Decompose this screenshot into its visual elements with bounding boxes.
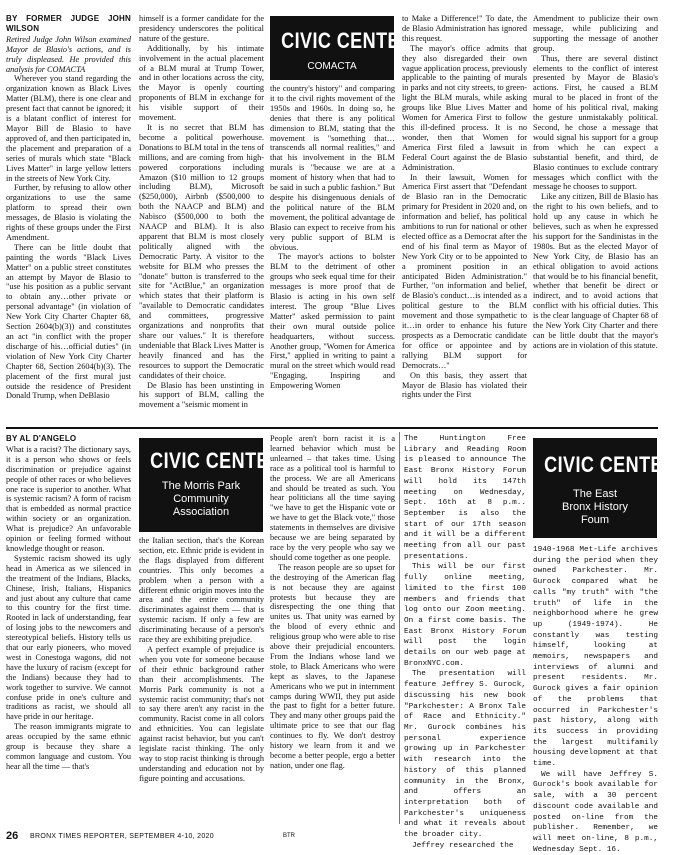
top-c4-p1: to Make a Difference!" To date, the de Blasio Administration has ignored this request. — [402, 14, 527, 43]
top-c5-p3: Like any citizen, Bill de Blasio has the right to his own beliefs, and to hold up any cause in which he believes, such as when he expressed his support for the Sandinistas in the 1980s. But as the elected Mayor of New York City, de Blasio has an ethical obligation to avoid actions that would be to his financial benefit, whether that benefit be direct or indirect, and to avoid actions that conflict with his official duties. This is the clear language of Chapter 68 of the New York City Charter and there can be little doubt that the mayor's actions are in violation of this statute. — [533, 192, 658, 350]
br-c1-p4: Jeffrey researched the — [412, 841, 514, 850]
top-c3-p1: the country's history" and comparing it to the civil rights movement of the 1950s and 1960s. In doing so, he denies that there is any political dimension to BLM, stating that the movement is "something that…transcends all normal realities," and that his involvement in the BLM murals is "because we are at a moment of history when that had to be said in such a public fashion." But despite his disingenuous denials of the political nature of the BLM movement, the political advantage de Blasio can expect to receive from his very public support of BLM is obvious. — [270, 84, 395, 252]
bl-c3-p1: People aren't born racist it is a learned behavior which must be unlearned – that takes time. Using race as a political tool is harmful to the process. We are all Americans and should be treated as such. You hear politicians all the time saying "we have to get the Hispanic vote or we have to get the Black vote," those statements in themselves are divisive because we are being separated by race by the very people who say we should come together as one people. — [270, 434, 395, 562]
bottom-right-column-2 — [533, 545, 658, 854]
page-number: 26 — [6, 830, 19, 842]
bottom-left-column-2 — [139, 536, 264, 826]
bottom-left-column-1 — [6, 434, 131, 826]
section-divider — [6, 427, 658, 429]
top-column-3 — [270, 84, 395, 422]
top-column-2 — [139, 14, 264, 422]
top-c5-p2: Thus, there are several distinct elements to the conflict of interest presented by Mayor de Blasio's actions. First, he caused a BLM mural to be placed in front of the home of his political rival, making the gesture unmistakably political. Second, he chose a message that would signal his support for a group from which he can expect a substantial benefit, and third, de Blasio continues to exclude contrary messages which conflict with the message he chooses to support. — [533, 53, 658, 192]
br-c2-p2: We will have Jeffrey S. Gurock's book available for sale, with a 30 percent discount code available and posted on-line from the publisher. Remember, we will meet on-line, 8 p.m., Wednesday Sept. 16. — [533, 770, 658, 854]
article-separator — [399, 432, 400, 824]
bl-c2-p2: A perfect example of prejudice is when you vote for someone because of their ethnic background rather than their accomplishments. The Morris Park community is not a systemic racist community; that's not to say there aren't any racist in the community. Racist come in all colors and ethnicities. You can legislate against racist behavior, but you can't legislate racist thinking. The only way to stop racist thinking is through understanding and education not by figure pointing and accusations. — [139, 644, 264, 783]
top-c1-p1: Wherever you stand regarding the organization known as Black Lives Matter (BLM), there is one clear and present fact that cannot be ignored; it is a blatant conflict of interest for Mayor Bill de Blasio to have approved of, and then participated in, the placement and preparation of a series of murals which state "Black Lives Matter" in large yellow letters in the streets of New York City. — [6, 74, 131, 183]
top-c2-p3: It is no secret that BLM has become a political powerhouse. Donations to BLM total in the tens of millions, and are coming from high-powered corporations including Amazon ($10 million to 12 groups including BLM), Microsoft ($250,000), Airbnb ($500,000 to both the NAACP and BLM) and Nabisco ($500,000 to both the NAACP and BLM). It is also apparent that BLM is most closely politically aligned with the Democratic Party. A visitor to the website for BLM who presses the "donate" button is transferred to the site for "ActBlue," an organization which states that their platform is "available to Democratic candidates and committees, progressive organizations and nonprofits that share our values." It is therefore undeniable that Black Lives Matter is heavily financed and has the resources to support the Democratic candidates of their choice. — [139, 122, 264, 380]
east-bronx-civic-center-box — [533, 438, 676, 538]
morris-park-civic-center-box — [139, 438, 283, 532]
page-footer — [6, 830, 658, 844]
top-intro: Retired Judge John Wilson examined Mayor de Blasio's actions, and is truly displeased. He provided this analysis for COMACTA — [6, 34, 131, 74]
top-c4-p4: On this basis, they assert that Mayor de Blasio has violated their rights under the First — [402, 370, 527, 400]
br-c2-p1: 1940-1968 Met-Life archives during the period when they owned Parkchester. Mr. Gurock compared what he calls "my truth" with "the truth" of life in the neighborhood where he grew up (1949-1974). He constantly was testing himself, looking at memoirs, newspapers and interviews of alumni and present residents. Mr. Gurock gives a fair opinion of the problems that occurred in Parkchester's past history, along with its success in providing the largest multifamily housing development at that time. — [533, 546, 658, 769]
top-column-5 — [533, 14, 658, 422]
top-c2-p1: himself is a former candidate for the presidency underscores the political nature of the gesture. — [139, 14, 264, 43]
morris-park-box-title: CIVIC CENTER — [150, 448, 283, 473]
br-c1-p2: This will be our first fully online meeting, limited to the first 100 members and friends that log onto our Zoom meeting. On a first come basis. The East Bronx History Forum will post the login details on our web page at BronxNYC.com. — [404, 563, 526, 668]
top-civic-center-box — [270, 16, 414, 80]
bottom-left-byline: BY AL D'ANGELO — [6, 434, 77, 443]
top-column-1 — [6, 14, 131, 422]
top-c4-p3: In their lawsuit, Women for America First assert that "Defendant de Blasio ran in the Democratic primary for President in 2020 and, on information and belief, has political ambitions to run for national or other elected office as a Democrat after the end of his final term as Mayor of New York City or to be appointed to a prominent position in an anticipated Biden Administration." Further, "on information and belief, de Blasio's conduct…is intended as a political gesture to the BLM movement and those sympathetic to it…in order to enhance his future prospects as a Democratic candidate for office or appointee and by rallying BLM support for Democrats…" — [402, 172, 527, 370]
br-c1-p1: The Huntington Free Library and Reading Room is pleased to announce The East Bronx History Forum will hold its 147th meeting on Wednesday, Sept. 16th at 8 p.m.. September is also the start of our 17th season and it will be a different meeting from all our past presentations. — [404, 435, 526, 561]
top-byline: BY FORMER JUDGE JOHN WILSON — [6, 14, 131, 33]
bl-c2-p1: the Italian section, that's the Korean section, etc. Ethnic pride is evident in the flags displayed from different countries. This only becomes a problem when a person with a different ethnic origin moves into the area and the entire community discriminates against them — that is systemic racism. If only a few are discriminating because of a person's race they are exhibiting prejudice. — [139, 536, 264, 645]
bl-c1-p2: Systemic racism showed its ugly head in America as we silenced in the treatment of the Indians, Blacks, Chinese, Irish, Italians, Hispanics and just about any culture that came to this country for the first time. Rooted in lack of understanding, fear of losing jobs to the newcomers and stereotypical beliefs. History tells us that our early pioneers, who moved west in Conestoga wagons, did not have the luxury of racism (except for the Indians) because they had to work together to survive. We cannot confuse pride in one's culture and traditions as racist, we should all have pride in our heritage. — [6, 553, 131, 722]
bottom-left-column-3 — [270, 434, 395, 826]
top-column-4 — [402, 14, 527, 422]
top-c1-p3: There can be little doubt that painting the words "Black Lives Matter" on a public street constitutes an attempt by Mayor de Blasio to "use his position as a public servant to obtain any…other private or personal advantage" (in violation of New York City Charter Chapter 68, Section 2604(b)(3)) and constitutes an act "in conflict with the proper discharge of his…official duties" (in violation of New York City Charter Chapter 68, Section 2604(b)(3). The placement of the first mural just outside the residence of President Donald Trump, when DeBlasio — [6, 242, 131, 401]
top-c1-p2: Further, by refusing to allow other organizations to use the same platform to spread their own messages, de Blasio is violating the rights of these groups under the First Amendment. — [6, 183, 131, 242]
bl-c3-p2: The reason people are so upset for the destroying of the American flag is not because they are against protests but because they are disrespecting the one thing that unites us. That unity was earned by the blood of every ethnic and religious group who were able to rise above their prejudicial encounters. From the Indians whose land we stole, to Black Americans who were kept as slaves, to the Japanese Americans who we put in internment camps during WWII, they put aside the past to fight for a better future. They and many other groups paid the ultimate price to see that our flag continues to fly. We don't destroy history we learn from it and we become a better people, ergo a better nation, under one flag. — [270, 562, 395, 770]
bl-c1-p1: What is a racist? The dictionary says, it is a person who shows or feels discrimination or prejudice against people of other races or who believes one race is superior to another. What is systemic racism? A form of racism that is embedded as normal practice within society or an organization. What is prejudice? An unfavorable opinion or feeling formed without knowledge thought or reason. — [6, 444, 131, 553]
bottom-right-column-1 — [404, 434, 526, 850]
section-tag: BTR — [283, 833, 295, 839]
top-c4-p2: The mayor's office admits that they also disregarded their own vague application process, previously applicable to the painting of murals in parks and not city streets, to green-light the BLM murals, while asking groups like Blue Lives Matter and Women for America First to follow this ill-defined process. It is no wonder, then that Women for America First filed a lawsuit in Federal Court against the de Blasio Administration. — [402, 43, 527, 172]
top-c2-p4: De Blasio has been unstinting in his support of BLM, calling the movement a "seismic moment in — [139, 380, 264, 410]
top-c5-p1: Amendment to publicize their own message, while publicizing and supporting the message of another group. — [533, 14, 658, 53]
top-c2-p2: Additionally, by his intimate involvement in the actual placement of a BLM mural at Trump Tower, and in other locations across the city, the Mayor is openly courting proponents of BLM in exchange for his visible support of their movement. — [139, 43, 264, 123]
east-bronx-box-title: CIVIC CENTER — [544, 452, 676, 477]
top-box-subtitle: COMACTA — [307, 61, 357, 72]
publication-line: BRONX TIMES REPORTER, SEPTEMBER 4-10, 2020 — [30, 833, 214, 840]
bl-c1-p3: The reason immigrants migrate to areas occupied by the same ethnic group is because they share a common language and custom. You hear all the time — that's — [6, 722, 131, 771]
br-c1-p3: The presentation will feature Jeffrey S. Gurock, discussing his new book "Parkchester: A Bronx Tale of Race and Ethnicity." Mr. Gurock combines his personal experience growing up in Parkchester with research into the history of this planned community in the Bronx, and offers an interpretation both of Parkchester's uniqueness and what it reveals about the broader city. — [404, 670, 526, 840]
morris-park-box-subtitle: The Morris Park Community Association — [161, 480, 241, 518]
top-c3-p2: The mayor's actions to bolster BLM to the detriment of other groups who seek equal time for their messages is more proof that de Blasio is acting in his own self interest. The group "Blue Lives Matter" asked permission to paint their own mural outside police headquarters, without success. Another group, "Women for America First," applied in writing to paint a mural on the street which would read "Engaging, Inspiring and Empowering Women — [270, 252, 395, 391]
top-box-title: CIVIC CENTER — [281, 28, 414, 53]
east-bronx-box-subtitle: The East Bronx History Foum — [561, 488, 629, 526]
